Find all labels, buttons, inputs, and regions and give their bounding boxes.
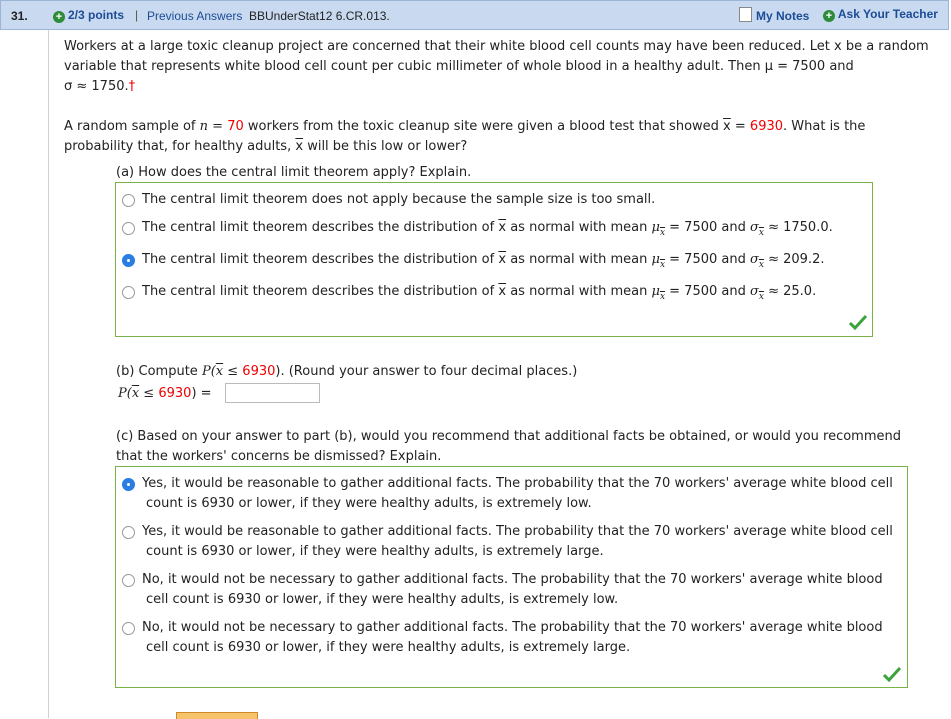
part-c-question-line-2: that the workers' concerns be dismissed? Explain.	[116, 449, 442, 464]
option-text: The central limit theorem describes the distribution of	[142, 284, 495, 299]
option-line: No, it would not be necessary to gather additional facts. The probability that the 70 workers' average white blood	[142, 620, 883, 635]
mu-xbar: $\mu_{\overline{x}}$	[651, 252, 666, 270]
option-line: Yes, it would be reasonable to gather additional facts. The probability that the 70 workers' average white blood cell	[142, 476, 893, 491]
part-a-option-4-radio[interactable]	[122, 286, 135, 299]
part-b-value: 6930	[242, 364, 276, 379]
part-a-option-3[interactable]	[142, 250, 824, 271]
sigma-xbar: $\sigma_{\overline{x}}$	[750, 220, 764, 238]
part-c-option-4-radio[interactable]	[122, 622, 135, 635]
option-line: cell count is 6930 or lower, if they were healthy adults, is extremely large.	[146, 640, 631, 655]
mu-xbar: $\mu_{\overline{x}}$	[651, 220, 666, 238]
sigma-text: σ ≈ 1750.	[64, 79, 129, 94]
option-text: = 7500 and	[669, 252, 746, 267]
n-label: n =	[199, 119, 224, 134]
intro-line-3	[64, 77, 135, 97]
xbar-eq: $\overline{x}$ =	[723, 119, 746, 134]
separator: |	[135, 8, 139, 22]
intro-line-1: Workers at a large toxic cleanup project are concerned that their white blood cell counts may have been reduced. Let x be a random	[64, 39, 929, 54]
points-toggle[interactable]	[53, 8, 124, 23]
footnote-dagger[interactable]: †	[128, 79, 136, 94]
answer-prob: $P(\overline{x}$ ≤	[118, 386, 159, 401]
plus-icon: +	[823, 10, 835, 22]
part-c-option-3[interactable]	[142, 570, 883, 610]
note-icon	[739, 7, 752, 22]
question-header	[0, 0, 949, 30]
sample-text-b: workers from the toxic cleanup site were given a blood test that showed	[247, 119, 719, 134]
part-b-answer-label	[118, 384, 212, 404]
part-a-option-3-radio[interactable]	[122, 254, 135, 267]
option-text: The central limit theorem describes the distribution of	[142, 220, 495, 235]
option-line: count is 6930 or lower, if they were healthy adults, is extremely large.	[146, 544, 604, 559]
answer-value-label: 6930	[158, 386, 192, 401]
ask-teacher-button[interactable]	[823, 7, 938, 22]
part-c-option-3-radio[interactable]	[122, 574, 135, 587]
part-c-option-4[interactable]	[142, 618, 883, 658]
xbar-symbol: $\overline{x}$	[295, 139, 304, 154]
my-notes-label: My Notes	[756, 9, 810, 23]
correct-check-icon	[882, 666, 902, 682]
question-number: 31.	[11, 9, 28, 23]
option-text: = 7500 and	[669, 284, 746, 299]
part-a-option-1[interactable]: The central limit theorem does not apply because the sample size is too small.	[142, 192, 656, 207]
option-text: as normal with mean	[510, 284, 648, 299]
my-notes-button[interactable]	[739, 7, 809, 23]
sample-text-e: will be this low or lower?	[307, 139, 468, 154]
part-c-option-1-radio[interactable]	[122, 478, 135, 491]
part-a-option-2[interactable]	[142, 218, 833, 239]
sample-text-d: probability that, for healthy adults,	[64, 139, 292, 154]
part-b-text: (b) Compute	[116, 364, 198, 379]
problem-code: BBUnderStat12 6.CR.013.	[249, 9, 390, 23]
sample-text-a: A random sample of	[64, 119, 196, 134]
previous-answers-link[interactable]: Previous Answers	[147, 9, 243, 23]
part-c-option-1[interactable]	[142, 474, 893, 514]
option-text: ≈ 1750.0.	[768, 220, 833, 235]
answer-equals: ) =	[191, 386, 212, 401]
correct-check-icon	[848, 314, 868, 330]
mu-xbar: $\mu_{\overline{x}}$	[651, 284, 666, 302]
sample-line-1	[64, 117, 865, 137]
part-b-prob: $P(\overline{x}$ ≤	[201, 364, 243, 379]
ask-teacher-label: Ask Your Teacher	[837, 7, 938, 21]
xbar-symbol: $\overline{x}$	[498, 220, 507, 235]
sample-text-c: . What is the	[783, 119, 866, 134]
content-left-border	[48, 30, 49, 718]
option-text: as normal with mean	[510, 252, 648, 267]
part-a-question: (a) How does the central limit theorem apply? Explain.	[116, 165, 472, 180]
part-a-option-2-radio[interactable]	[122, 222, 135, 235]
part-b-question	[116, 362, 577, 382]
option-line: count is 6930 or lower, if they were healthy adults, is extremely low.	[146, 496, 592, 511]
option-text: as normal with mean	[510, 220, 648, 235]
part-b-text-post: ). (Round your answer to four decimal places.)	[275, 364, 578, 379]
part-c-question-line-1: (c) Based on your answer to part (b), would you recommend that additional facts be obtained, or would you recommend	[116, 429, 902, 444]
option-line: Yes, it would be reasonable to gather additional facts. The probability that the 70 workers' average white blood cell	[142, 524, 893, 539]
part-c-option-2-radio[interactable]	[122, 526, 135, 539]
option-text: ≈ 25.0.	[768, 284, 817, 299]
option-text: ≈ 209.2.	[768, 252, 825, 267]
option-text: = 7500 and	[669, 220, 746, 235]
points-label: 2/3 points	[68, 8, 125, 22]
xbar-symbol: $\overline{x}$	[498, 252, 507, 267]
plus-icon: +	[53, 11, 65, 23]
n-value: 70	[227, 119, 244, 134]
xbar-value: 6930	[749, 119, 784, 134]
sample-line-2	[64, 137, 467, 157]
option-line: cell count is 6930 or lower, if they were healthy adults, is extremely low.	[146, 592, 619, 607]
sigma-xbar: $\sigma_{\overline{x}}$	[750, 284, 764, 302]
intro-line-2: variable that represents white blood cell count per cubic millimeter of whole blood in a healthy adult. Then μ = 7500 and	[64, 59, 854, 74]
option-line: No, it would not be necessary to gather additional facts. The probability that the 70 workers' average white blood	[142, 572, 883, 587]
part-a-option-1-radio[interactable]	[122, 194, 135, 207]
sigma-xbar: $\sigma_{\overline{x}}$	[750, 252, 764, 270]
part-c-option-2[interactable]	[142, 522, 893, 562]
xbar-symbol: $\overline{x}$	[498, 284, 507, 299]
part-b-answer-input[interactable]	[225, 383, 320, 403]
part-a-option-4[interactable]	[142, 282, 816, 303]
option-text: The central limit theorem describes the distribution of	[142, 252, 495, 267]
